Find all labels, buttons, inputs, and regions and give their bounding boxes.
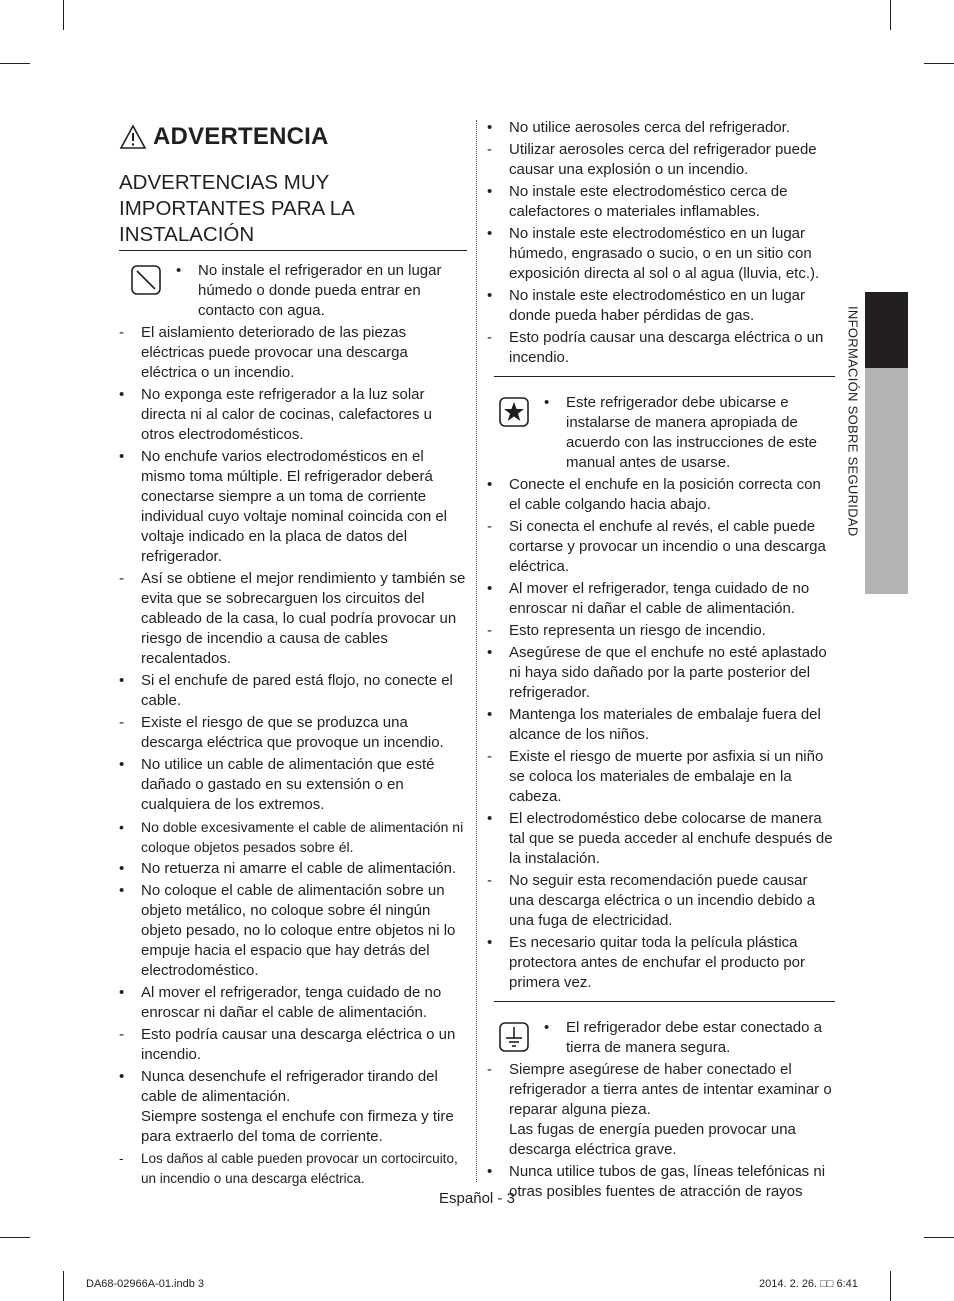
list-item: - Esto representa un riesgo de incendio.: [487, 622, 766, 639]
right-column: [487, 118, 835, 1204]
list-item: • No instale este electrodoméstico cerca de calefactores o materiales inflamables.: [487, 183, 788, 220]
crop-mark: [924, 1237, 954, 1238]
important-note: [487, 393, 835, 475]
list-item: - Así se obtiene el mejor rendimiento y también se evita que se sobrecarguen los circuitos del cableado de la casa, lo cual podría provocar un riesgo de incendio a causa de cables recalentados.: [119, 570, 466, 667]
crop-mark: [63, 1271, 64, 1301]
column-separator: [476, 120, 477, 1182]
list-item: • El electrodoméstico debe colocarse de manera tal que se pueda acceder al enchufe después de la instalación.: [487, 810, 833, 867]
right-list-mid: [487, 475, 835, 993]
list-item: • No instale este electrodoméstico en un lugar húmedo, engrasado o sucio, o en un sitio con exposición directa al sol o al agua (lluvia, etc.).: [487, 225, 820, 282]
list-item: • Si el enchufe de pared está flojo, no conecte el cable.: [119, 672, 453, 709]
prohibition-icon: [130, 264, 162, 296]
ground-icon: [498, 1021, 530, 1053]
list-item: - Los daños al cable pueden provocar un cortocircuito, un incendio o una descarga eléctrica.: [119, 1151, 458, 1186]
list-item: • No coloque el cable de alimentación sobre un objeto metálico, no coloque sobre él ningún objeto pesado, no lo coloque entre objetos ni lo empuje hacia el espacio que hay detrás del electrodoméstico.: [119, 882, 456, 979]
list-item: • No instale este electrodoméstico en un lugar donde pueda haber pérdidas de gas.: [487, 287, 806, 324]
list-item: - El aislamiento deteriorado de las piezas eléctricas puede provocar una descarga eléctrica o un incendio.: [119, 324, 408, 381]
imprint-date: 2014. 2. 26. □□ 6:41: [759, 1278, 858, 1290]
ground-note: [487, 1018, 835, 1060]
list-item: • Nunca desenchufe el refrigerador tirando del cable de alimentación. Siempre sostenga el enchufe con firmeza y tire para extraerlo del toma de corriente.: [119, 1068, 454, 1145]
list-item: - Existe el riesgo de que se produzca una descarga eléctrica que provoque un incendio.: [119, 714, 444, 751]
left-column: [119, 118, 467, 1191]
crop-mark: [63, 0, 64, 30]
list-item: - Esto podría causar una descarga eléctrica o un incendio.: [119, 1026, 456, 1063]
crop-mark: [890, 0, 891, 30]
page-number: Español - 3: [439, 1190, 515, 1207]
list-item: - Utilizar aerosoles cerca del refrigerador puede causar una explosión o un incendio.: [487, 141, 817, 178]
list-item: • No exponga este refrigerador a la luz solar directa ni al calor de cocinas, calefactores u otros electrodomésticos.: [119, 386, 432, 443]
prohibition-note: [119, 261, 467, 323]
list-item: • Es necesario quitar toda la película plástica protectora antes de enchufar el producto por primera vez.: [487, 934, 806, 991]
list-item: • Nunca utilice tubos de gas, líneas telefónicas ni otras posibles fuentes de atracción de rayos: [487, 1163, 826, 1200]
list-item: - Si conecta el enchufe al revés, el cable puede cortarse y provocar un incendio o una descarga eléctrica.: [487, 518, 826, 575]
list-item: • No utilice aerosoles cerca del refrigerador.: [487, 119, 790, 136]
crop-mark: [0, 1237, 30, 1238]
section-title: ADVERTENCIAS MUY IMPORTANTES PARA LA INSTALACIÓN: [119, 171, 355, 246]
right-list-bottom: [487, 1060, 835, 1202]
list-item: - Siempre asegúrese de haber conectado el refrigerador a tierra antes de intentar examinar o reparar alguna pieza. Las fugas de energía pueden provocar una descarga eléctrica grave.: [487, 1061, 832, 1158]
list-item: • Al mover el refrigerador, tenga cuidado de no enroscar ni dañar el cable de alimentación.: [119, 984, 442, 1021]
section-tab-active: [865, 292, 908, 368]
list-item: • El refrigerador debe estar conectado a tierra de manera segura.: [544, 1019, 822, 1056]
imprint-file: DA68-02966A-01.indb 3: [86, 1278, 205, 1290]
right-list-top: [487, 118, 835, 368]
star-icon: [498, 396, 530, 428]
section-tab-inactive: [865, 368, 908, 594]
list-item: • Al mover el refrigerador, tenga cuidado de no enroscar ni dañar el cable de alimentación.: [487, 580, 810, 617]
warning-triangle-icon: [119, 124, 147, 150]
list-item: • No enchufe varios electrodomésticos en el mismo toma múltiple. El refrigerador deberá conectarse siempre a un toma de corriente individual cuyo voltaje nominal coincida con el voltaje indicado en la placa de datos del refrigerador.: [119, 448, 448, 565]
list-item: • Asegúrese de que el enchufe no esté aplastado ni haya sido dañado por la parte posterior del refrigerador.: [487, 644, 827, 701]
left-list: [119, 323, 467, 1189]
warning-heading: [119, 118, 467, 156]
list-item: • No instale el refrigerador en un lugar húmedo o donde pueda entrar en contacto con agua.: [176, 262, 442, 319]
crop-mark: [0, 63, 30, 64]
list-item: • No retuerza ni amarre el cable de alimentación.: [119, 860, 457, 877]
section-tab-label: INFORMACIÓN SOBRE SEGURIDAD: [845, 306, 861, 537]
list-item: • Este refrigerador debe ubicarse e instalarse de manera apropiada de acuerdo con las instrucciones de este manual antes de usarse.: [544, 394, 817, 471]
warning-title: ADVERTENCIA: [153, 123, 329, 150]
list-item: • Conecte el enchufe en la posición correcta con el cable colgando hacia abajo.: [487, 476, 821, 513]
list-item: - Existe el riesgo de muerte por asfixia si un niño se coloca los materiales de embalaje en la cabeza.: [487, 748, 824, 805]
crop-mark: [890, 1271, 891, 1301]
list-item: - Esto podría causar una descarga eléctrica o un incendio.: [487, 329, 824, 366]
section-rule: [119, 250, 467, 251]
section-rule: [494, 1001, 835, 1002]
section-tab: [865, 292, 908, 594]
section-rule: [494, 376, 835, 377]
crop-mark: [924, 63, 954, 64]
list-item: • Mantenga los materiales de embalaje fuera del alcance de los niños.: [487, 706, 821, 743]
list-item: - No seguir esta recomendación puede causar una descarga eléctrica o un incendio debido a una fuga de electricidad.: [487, 872, 816, 929]
list-item: • No doble excesivamente el cable de alimentación ni coloque objetos pesados sobre él.: [119, 819, 464, 855]
list-item: • No utilice un cable de alimentación que esté dañado o gastado en su extensión o en cualquiera de los extremos.: [119, 756, 435, 813]
